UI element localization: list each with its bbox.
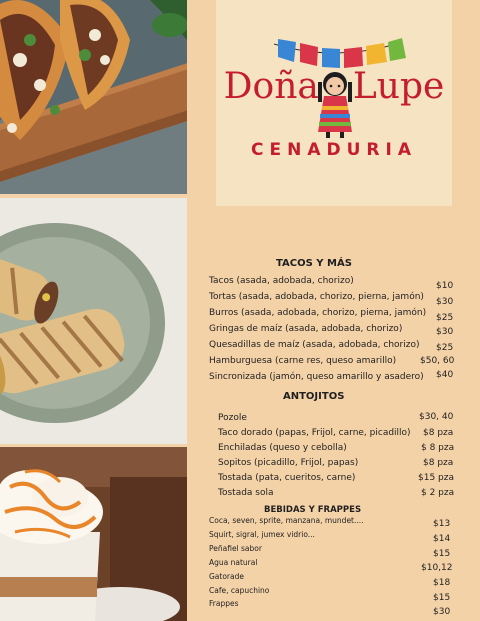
menu-price: $13 — [433, 519, 451, 529]
menu-price: $15 pza — [418, 473, 454, 483]
brand-name-left: Doña — [223, 66, 319, 107]
menu-price: $40 — [436, 370, 454, 380]
menu-item: Frappes — [209, 599, 239, 608]
menu-price: $15 — [433, 549, 451, 559]
menu-item: Tostada sola — [218, 488, 274, 498]
menu-item: Agua natural — [209, 558, 258, 567]
menu-item: Gringas de maíz (asada, adobada, chorizo) — [209, 324, 403, 334]
menu-price: $15 — [433, 593, 451, 603]
menu-price: $8 pza — [423, 428, 454, 438]
menu-price: $10 — [436, 281, 454, 291]
menu-price: $ 2 pza — [421, 488, 455, 498]
menu-price: $10,12 — [421, 563, 453, 573]
menu-price: $ 8 pza — [421, 443, 455, 453]
menu-item: Peñafiel sabor — [209, 544, 262, 553]
menu-price: $14 — [433, 534, 451, 544]
menu-item: Tostada (pata, cueritos, carne) — [218, 473, 356, 483]
brand-name-right: Lupe — [352, 66, 445, 107]
menu-item: Pozole — [218, 413, 247, 423]
section-title-antojitos: ANTOJITOS — [283, 391, 345, 402]
menu-price: $30 — [433, 607, 451, 617]
menu-price: $30 — [436, 297, 454, 307]
brand-subtitle: CENADURIA — [251, 140, 417, 160]
menu-item: Gatorade — [209, 572, 244, 581]
menu-item: Coca, seven, sprite, manzana, mundet.... — [209, 516, 364, 525]
menu-item: Enchiladas (queso y cebolla) — [218, 443, 347, 453]
menu-price: $25 — [436, 343, 454, 353]
menu-item: Sopitos (picadillo, Frijol, papas) — [218, 458, 359, 468]
menu-item: Quesadillas de maíz (asada, adobada, chorizo) — [209, 340, 420, 350]
tacos-photo — [0, 0, 187, 194]
burritos-photo — [0, 198, 187, 444]
menu-item: Tortas (asada, adobada, chorizo, pierna, jamón) — [209, 292, 424, 302]
menu-item: Tacos (asada, adobada, chorizo) — [209, 276, 354, 286]
menu-item: Burros (asada, adobada, chorizo, pierna, jamón) — [209, 308, 427, 318]
frappe-photo — [0, 447, 187, 621]
menu-item: Taco dorado (papas, Frijol, carne, picadillo) — [218, 428, 411, 438]
menu-price: $30, 40 — [419, 412, 454, 422]
section-title-bebidas: BEBIDAS Y FRAPPES — [264, 505, 362, 515]
menu-price: $18 — [433, 578, 451, 588]
brand-name — [216, 66, 452, 107]
menu-price: $8 pza — [423, 458, 454, 468]
menu-item: Sincronizada (jamón, queso amarillo y asadero) — [209, 372, 424, 382]
logo-panel — [216, 0, 452, 206]
section-title-tacos: TACOS Y MÁS — [276, 258, 352, 269]
menu-item: Squirt, sigral, jumex vidrio... — [209, 530, 315, 539]
menu-price: $25 — [436, 313, 454, 323]
menu-price: $30 — [436, 327, 454, 337]
menu-price: $50, 60 — [420, 356, 455, 366]
menu-item: Cafe, capuchino — [209, 586, 270, 595]
menu-item: Hamburguesa (carne res, queso amarillo) — [209, 356, 397, 366]
